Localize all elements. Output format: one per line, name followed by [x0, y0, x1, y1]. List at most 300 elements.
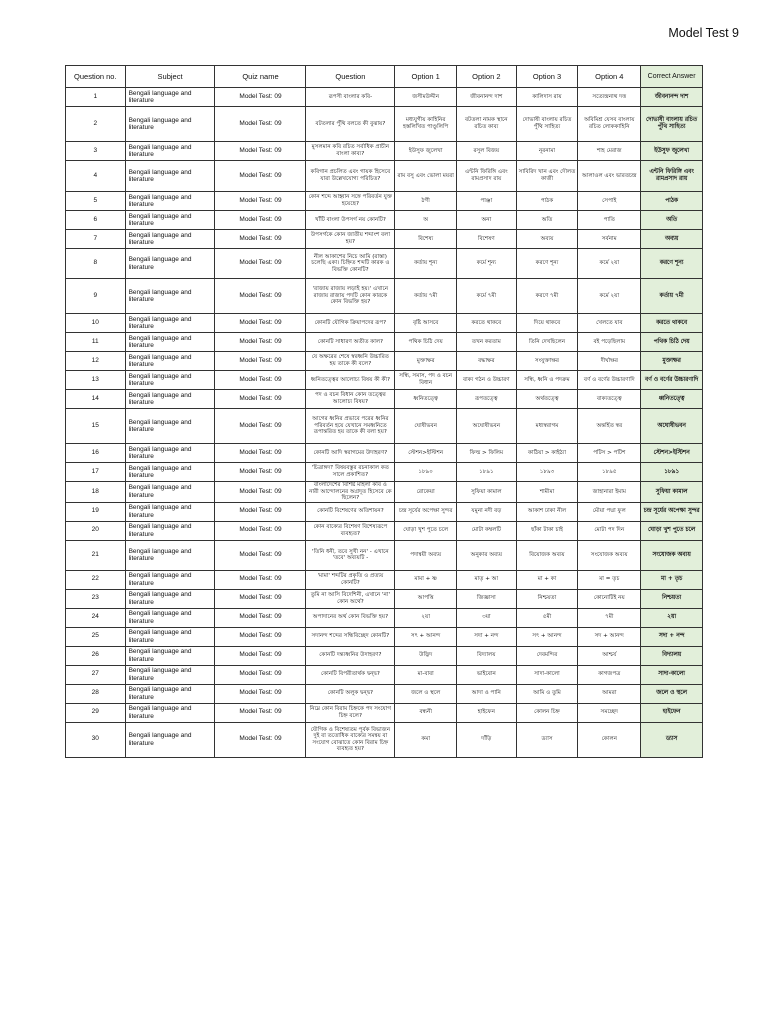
- cell-o3: সংযুক্তাক্ষর: [516, 352, 578, 371]
- cell-o2: মোটা কম্বলটি: [457, 521, 517, 540]
- table-row: [66, 409, 703, 444]
- cell-answer: ২য়া: [641, 608, 703, 627]
- table-row: [66, 482, 703, 503]
- cell-no: 25: [66, 627, 126, 646]
- cell-o2: অনুকার অব্যয়: [457, 540, 517, 570]
- cell-quiz: Model Test: 09: [215, 589, 306, 608]
- cell-o3: কোলন চিহ্ন: [516, 703, 578, 722]
- cell-quiz: Model Test: 09: [215, 161, 306, 192]
- cell-o2: বিদ্যালয়: [457, 646, 517, 665]
- cell-no: 11: [66, 333, 126, 352]
- cell-question: কোনটি সাধারণ অতীত কাল?: [306, 333, 395, 352]
- cell-no: 18: [66, 482, 126, 503]
- cell-no: 28: [66, 684, 126, 703]
- column-header: Subject: [125, 66, 215, 88]
- cell-question: কোন শব্দে আহ্বান সঙ্গে পরিবর্তন যুক্ত হয়েছে?: [306, 192, 395, 211]
- cell-question: উপসর্গকে কোন জাতীয় শব্দাংশ বলা হয়?: [306, 230, 395, 249]
- cell-subject: Bengali language and literature: [125, 570, 215, 589]
- cell-o1: মা-বাবা: [395, 665, 457, 684]
- cell-o1: বৃষ্টি আসবে: [395, 314, 457, 333]
- cell-subject: Bengali language and literature: [125, 444, 215, 463]
- cell-question: যে অক্ষরের শেষে স্বরধ্বনি উচ্চারিত হয় তাকে কী বলে?: [306, 352, 395, 371]
- cell-o1: উদ্ভিদ: [395, 646, 457, 665]
- cell-answer: দোভাষী বাংলায় রচিত পুঁথি সাহিত্য: [641, 107, 703, 142]
- table-row: [66, 352, 703, 371]
- column-header: Option 4: [578, 66, 641, 88]
- cell-o1: পদান্বয়ী অব্যয়: [395, 540, 457, 570]
- table-row: [66, 333, 703, 352]
- cell-o1: সৎ + আনন্দ: [395, 627, 457, 646]
- cell-quiz: Model Test: 09: [215, 211, 306, 230]
- cell-o1: মধ্যযুগীয় কাহিনির হস্তলিখিত পাণ্ডুলিপি: [395, 107, 457, 142]
- cell-subject: Bengali language and literature: [125, 665, 215, 684]
- cell-answer: হাইফেন: [641, 703, 703, 722]
- cell-o1: স্টেশন>ইস্টিশন: [395, 444, 457, 463]
- table-row: [66, 279, 703, 314]
- cell-o1: পথিক চিঠি দেয়: [395, 333, 457, 352]
- cell-question: কোনটি আদি স্বরাগমের উদাহরণ?: [306, 444, 395, 463]
- cell-answer: নিশ্চয়তা: [641, 589, 703, 608]
- cell-quiz: Model Test: 09: [215, 521, 306, 540]
- cell-o3: করণে শূন্য: [516, 249, 578, 279]
- table-row: [66, 211, 703, 230]
- cell-question: কোন বাক্যের বিশেষণ বিশেষ্যরূপে ব্যবহৃত?: [306, 521, 395, 540]
- cell-o3: অতি: [516, 211, 578, 230]
- cell-o1: বন্ধনী: [395, 703, 457, 722]
- cell-o1: মামা + ষ্ণ: [395, 570, 457, 589]
- cell-o3: সাদা-কালো: [516, 665, 578, 684]
- cell-o4: ১৮৯৫: [578, 463, 641, 482]
- cell-subject: Bengali language and literature: [125, 314, 215, 333]
- cell-subject: Bengali language and literature: [125, 409, 215, 444]
- cell-o3: বিয়োজক অব্যয়: [516, 540, 578, 570]
- cell-o4: মৌয়া পদ্মা ফুল: [578, 502, 641, 521]
- cell-answer: অঘোষীভবন: [641, 409, 703, 444]
- cell-o2: জিজ্ঞাসা: [457, 589, 517, 608]
- cell-quiz: Model Test: 09: [215, 646, 306, 665]
- cell-o2: ১৮৯১: [457, 463, 517, 482]
- cell-question: রূপসী বাংলার কবি-: [306, 88, 395, 107]
- cell-o2: রূপতত্ত্বে: [457, 390, 517, 409]
- cell-no: 29: [66, 703, 126, 722]
- table-row: [66, 444, 703, 463]
- cell-o1: ঠগী: [395, 192, 457, 211]
- cell-no: 17: [66, 463, 126, 482]
- table-row: [66, 521, 703, 540]
- cell-o4: আলাওল এবং ভারতচন্দ্র: [578, 161, 641, 192]
- cell-o2: করতে থাকবে: [457, 314, 517, 333]
- table-body: [66, 88, 703, 758]
- cell-subject: Bengali language and literature: [125, 192, 215, 211]
- cell-subject: Bengali language and literature: [125, 352, 215, 371]
- cell-question: যৌগিক ও বিশেষ্যতম পূর্বক বিভাজন দুই বা ততোধিক বাক্যের সমন্বয় বা সংযোগ বোঝাতে কোন বিরাম চিহ্ন ব্যবহৃত হয়?: [306, 722, 395, 757]
- column-header: Question no.: [66, 66, 126, 88]
- cell-o2: পাঞ্জা: [457, 192, 517, 211]
- table-row: [66, 502, 703, 521]
- cell-answer: ড্যাস: [641, 722, 703, 757]
- cell-o3: মা + কা: [516, 570, 578, 589]
- cell-quiz: Model Test: 09: [215, 665, 306, 684]
- table-row: [66, 371, 703, 390]
- cell-quiz: Model Test: 09: [215, 230, 306, 249]
- cell-question: কোনটি বিশেষণের অতিশায়ন?: [306, 502, 395, 521]
- cell-no: 23: [66, 589, 126, 608]
- cell-answer: চন্দ্র সূর্যের অপেক্ষা সুন্দর: [641, 502, 703, 521]
- cell-o1: বিশেষ্য: [395, 230, 457, 249]
- cell-o1: অ: [395, 211, 457, 230]
- cell-o1: ঘোষীভবন: [395, 409, 457, 444]
- cell-o4: কোলন: [578, 722, 641, 757]
- cell-subject: Bengali language and literature: [125, 627, 215, 646]
- cell-o4: বাক্যতত্ত্বে: [578, 390, 641, 409]
- table-row: [66, 684, 703, 703]
- table-row: [66, 646, 703, 665]
- table-row: [66, 161, 703, 192]
- cell-o1: মুক্তাক্ষর: [395, 352, 457, 371]
- cell-question: কোনটি যৌগিক ক্রিয়াপদের রূপ?: [306, 314, 395, 333]
- cell-answer: ১৮৯১: [641, 463, 703, 482]
- cell-o3: দেবমন্দির: [516, 646, 578, 665]
- cell-question: কবিগান প্রচলিত এবং গায়ক হিসেবে যারা উল্লেখযোগ্য পরিচিত?: [306, 161, 395, 192]
- cell-o4: খেলতে যাব: [578, 314, 641, 333]
- cell-quiz: Model Test: 09: [215, 444, 306, 463]
- cell-quiz: Model Test: 09: [215, 390, 306, 409]
- cell-o3: আমি ও তুমি: [516, 684, 578, 703]
- cell-no: 1: [66, 88, 126, 107]
- table-row: [66, 390, 703, 409]
- cell-o3: নূরনামা: [516, 142, 578, 161]
- cell-answer: জলে ও স্থলে: [641, 684, 703, 703]
- cell-o1: কমা: [395, 722, 457, 757]
- column-header: Option 2: [457, 66, 517, 88]
- cell-subject: Bengali language and literature: [125, 142, 215, 161]
- cell-subject: Bengali language and literature: [125, 482, 215, 503]
- cell-o4: জাহানারা ইমাম: [578, 482, 641, 503]
- cell-answer: পথিক চিঠি দেয়: [641, 333, 703, 352]
- cell-question: নীল আকাশের নিচে আমি (রাস্তা) চলেছি একা। চিহ্নিত শব্দটি কারক ও বিভক্তি কোনটি?: [306, 249, 395, 279]
- cell-o3: সৎ + আনন্দ: [516, 627, 578, 646]
- table-row: [66, 570, 703, 589]
- cell-o1: ১৮৯০: [395, 463, 457, 482]
- cell-question: 'রাজায় রাজায় লড়াই হয়।' এখানে রাজায় রাজায় পদটি কোন কারকে কোন বিভক্তি হয়?: [306, 279, 395, 314]
- cell-answer: সুফিয়া কামাল: [641, 482, 703, 503]
- cell-o4: পটিস > পটিশ: [578, 444, 641, 463]
- cell-subject: Bengali language and literature: [125, 722, 215, 757]
- cell-o2: দাঁড়ি: [457, 722, 517, 757]
- cell-answer: করতে থাকবে: [641, 314, 703, 333]
- cell-o2: ফিল্ম > ফিলিম: [457, 444, 517, 463]
- cell-answer: কর্তায় ৭মী: [641, 279, 703, 314]
- page-title: Model Test 9: [668, 26, 739, 40]
- cell-o2: বিশেষণ: [457, 230, 517, 249]
- cell-answer: বিদ্যালয়: [641, 646, 703, 665]
- cell-subject: Bengali language and literature: [125, 502, 215, 521]
- cell-o1: জসীমউদ্দীন: [395, 88, 457, 107]
- cell-question: অপাদানের অর্থ কোন বিভক্তি হয়?: [306, 608, 395, 627]
- cell-o3: করণে ৭মী: [516, 279, 578, 314]
- table-row: [66, 314, 703, 333]
- cell-o1: জলে ও স্থলে: [395, 684, 457, 703]
- cell-subject: Bengali language and literature: [125, 589, 215, 608]
- cell-o3: আকাশ ঢাকা নীল: [516, 502, 578, 521]
- cell-quiz: Model Test: 09: [215, 684, 306, 703]
- cell-quiz: Model Test: 09: [215, 722, 306, 757]
- table-row: [66, 627, 703, 646]
- cell-no: 8: [66, 249, 126, 279]
- table-row: [66, 88, 703, 107]
- cell-o2: যমুনা নদী বড়: [457, 502, 517, 521]
- cell-no: 7: [66, 230, 126, 249]
- cell-question: কোনটি বিপরীতার্থক দ্বন্দ্ব?: [306, 665, 395, 684]
- cell-o2: জীবনানন্দ দাশ: [457, 88, 517, 107]
- cell-quiz: Model Test: 09: [215, 570, 306, 589]
- cell-o1: ধ্বনিতত্ত্বে: [395, 390, 457, 409]
- cell-no: 16: [66, 444, 126, 463]
- cell-o1: সন্ধি, সমাস, পদ ও বচন বিধান: [395, 371, 457, 390]
- cell-question: 'তিনি ধনী, তবে সুখী নন' - এখানে 'তবে' অব্যয়টি -: [306, 540, 395, 570]
- cell-no: 4: [66, 161, 126, 192]
- cell-o2: সদা + নন্দ: [457, 627, 517, 646]
- cell-o2: বটতলা নামক স্থানে রচিত কাব্য: [457, 107, 517, 142]
- cell-o4: কোনোটিই নয়: [578, 589, 641, 608]
- cell-o1: আপত্তি: [395, 589, 457, 608]
- cell-no: 9: [66, 279, 126, 314]
- cell-subject: Bengali language and literature: [125, 646, 215, 665]
- cell-o4: অবিমিশ্র যেসব বাংলায় রচিত লোককাহিনি: [578, 107, 641, 142]
- cell-o4: মোটা পদ দিন: [578, 521, 641, 540]
- table-row: [66, 107, 703, 142]
- cell-o4: অন্তর্হিত স্বর: [578, 409, 641, 444]
- cell-o4: সমচ্ছেদ: [578, 703, 641, 722]
- cell-answer: বর্ণ ও বর্ণের উচ্চারণাদি: [641, 371, 703, 390]
- cell-o3: কালিদাস রায়: [516, 88, 578, 107]
- cell-o2: এন্টনি ফিরিঙ্গি এবং রামপ্রসাদ রায়: [457, 161, 517, 192]
- table-row: [66, 608, 703, 627]
- cell-answer: অব্যয়: [641, 230, 703, 249]
- cell-answer: সাদা-কালো: [641, 665, 703, 684]
- column-header: Question: [306, 66, 395, 88]
- cell-quiz: Model Test: 09: [215, 107, 306, 142]
- cell-o3: পাঠক: [516, 192, 578, 211]
- cell-question: বটতলার পুঁথি বলতে কী বুঝায়?: [306, 107, 395, 142]
- cell-o2: অঘোষীভবন: [457, 409, 517, 444]
- cell-answer: সংযোজক অব্যয়: [641, 540, 703, 570]
- cell-question: নিম্নে কোন বিরাম চিহ্নকে পদ সংযোগ চিহ্ন বলে?: [306, 703, 395, 722]
- cell-question: 'মামা' শব্দটির প্রকৃতি ও প্রত্যয় কোনটি?: [306, 570, 395, 589]
- cell-o3: অব্যয়: [516, 230, 578, 249]
- cell-o4: শাহ মেরাজ: [578, 142, 641, 161]
- cell-o3: নিশ্চয়তা: [516, 589, 578, 608]
- cell-o4: সর্বনাম: [578, 230, 641, 249]
- cell-o1: কর্তায় শূন্য: [395, 249, 457, 279]
- cell-question: খাঁটি বাংলা উপসর্গ নয় কোনটি?: [306, 211, 395, 230]
- cell-quiz: Model Test: 09: [215, 279, 306, 314]
- cell-answer: জীবনানন্দ দাশ: [641, 88, 703, 107]
- cell-o2: বাক্য গঠন ও উচ্চারণ: [457, 371, 517, 390]
- cell-o1: ২য়া: [395, 608, 457, 627]
- cell-question: কোনটি অলুক দ্বন্দ্ব?: [306, 684, 395, 703]
- cell-o4: দীর্ঘাক্ষর: [578, 352, 641, 371]
- cell-o4: সেপাই: [578, 192, 641, 211]
- cell-o1: ঘোড়া খুশ পুতে চলে: [395, 521, 457, 540]
- cell-o3: ছাঁকা টাকা চাই: [516, 521, 578, 540]
- cell-subject: Bengali language and literature: [125, 88, 215, 107]
- cell-o4: বর্ণ ও বর্ণের উচ্চারণাদি: [578, 371, 641, 390]
- cell-o4: পাতি: [578, 211, 641, 230]
- cell-o1: ইউসুফ জুলেখা: [395, 142, 457, 161]
- table-row: [66, 703, 703, 722]
- cell-subject: Bengali language and literature: [125, 279, 215, 314]
- cell-o3: শামীমা: [516, 482, 578, 503]
- cell-o1: কর্তায় ৭মী: [395, 279, 457, 314]
- cell-quiz: Model Test: 09: [215, 502, 306, 521]
- cell-o2: কর্মে শূন্য: [457, 249, 517, 279]
- column-header: Option 3: [516, 66, 578, 88]
- cell-o3: দিয়ে থাকবে: [516, 314, 578, 333]
- cell-o4: কর্মে ২য়া: [578, 279, 641, 314]
- column-header: Option 1: [395, 66, 457, 88]
- table-row: [66, 665, 703, 684]
- table-row: [66, 589, 703, 608]
- cell-o2: সুফিয়া কামাল: [457, 482, 517, 503]
- table-row: [66, 722, 703, 757]
- cell-o4: কর্মে ২য়া: [578, 249, 641, 279]
- cell-o3: কাঠিয়া > কাইঠ্যা: [516, 444, 578, 463]
- cell-quiz: Model Test: 09: [215, 371, 306, 390]
- cell-no: 14: [66, 390, 126, 409]
- cell-no: 2: [66, 107, 126, 142]
- cell-subject: Bengali language and literature: [125, 703, 215, 722]
- cell-o3: দোভাষী বাংলায় রচিত পুঁথি সাহিত্য: [516, 107, 578, 142]
- cell-no: 26: [66, 646, 126, 665]
- cell-subject: Bengali language and literature: [125, 608, 215, 627]
- cell-quiz: Model Test: 09: [215, 482, 306, 503]
- cell-o4: মা = তৃচ: [578, 570, 641, 589]
- cell-answer: এন্টনি ফিরিঙ্গি এবং রামপ্রসাদ রায়: [641, 161, 703, 192]
- cell-question: ধ্বনিতত্ত্বের আলোচ্য বিষয় কী কী?: [306, 371, 395, 390]
- cell-no: 12: [66, 352, 126, 371]
- cell-subject: Bengali language and literature: [125, 684, 215, 703]
- cell-o3: তিনি দেখছিলেন: [516, 333, 578, 352]
- cell-no: 3: [66, 142, 126, 161]
- cell-o2: হাইফেন: [457, 703, 517, 722]
- cell-question: আগের ধ্বনির প্রভাবে পরের ধ্বনির পরিবর্তন হয়ে যেখানে সমধ্বনিতে রূপান্তরিত হয় তাকে কী বলা হয়?: [306, 409, 395, 444]
- cell-subject: Bengali language and literature: [125, 540, 215, 570]
- cell-quiz: Model Test: 09: [215, 409, 306, 444]
- cell-question: মুসলমান কবি রচিত সর্বাধিক প্রাচীন বাংলা কাব্য?: [306, 142, 395, 161]
- cell-no: 22: [66, 570, 126, 589]
- cell-quiz: Model Test: 09: [215, 540, 306, 570]
- cell-answer: পাঠক: [641, 192, 703, 211]
- cell-no: 27: [66, 665, 126, 684]
- cell-o4: কাগজপত্র: [578, 665, 641, 684]
- cell-no: 30: [66, 722, 126, 757]
- cell-o2: তখন করতাম: [457, 333, 517, 352]
- cell-o4: সত্যেন্দ্রনাথ দত্ত: [578, 88, 641, 107]
- cell-answer: স্টেশন>ইস্টিশন: [641, 444, 703, 463]
- cell-quiz: Model Test: 09: [215, 463, 306, 482]
- cell-o2: ভাইবোন: [457, 665, 517, 684]
- cell-o4: বই পড়েছিলাম: [578, 333, 641, 352]
- cell-o4: সংযোজক অব্যয়: [578, 540, 641, 570]
- cell-answer: মুক্তাক্ষর: [641, 352, 703, 371]
- cell-no: 24: [66, 608, 126, 627]
- quiz-table: [65, 65, 703, 758]
- cell-no: 20: [66, 521, 126, 540]
- table-row: [66, 192, 703, 211]
- table-row: [66, 540, 703, 570]
- cell-o3: সন্ধি, ধ্বনি ও পদক্রম: [516, 371, 578, 390]
- cell-answer: ধ্বনিতত্ত্বে: [641, 390, 703, 409]
- cell-question: সদানন্দ শব্দের সন্ধিবিচ্ছেদ কোনটি?: [306, 627, 395, 646]
- cell-no: 10: [66, 314, 126, 333]
- cell-no: 15: [66, 409, 126, 444]
- cell-o3: ড্যাস: [516, 722, 578, 757]
- cell-no: 5: [66, 192, 126, 211]
- table-row: [66, 230, 703, 249]
- cell-question: পদ ও বচন বিধান কোন তত্ত্বের আলোচ্য বিষয়?: [306, 390, 395, 409]
- cell-o1: চন্দ্র সূর্যের অপেক্ষা সুন্দর: [395, 502, 457, 521]
- cell-o3: মধ্যস্বরাগম: [516, 409, 578, 444]
- table-row: [66, 463, 703, 482]
- cell-question: তুমি না আসি বিদেশিনী, এখানে 'না' কোন অর্থে?: [306, 589, 395, 608]
- cell-subject: Bengali language and literature: [125, 463, 215, 482]
- table-row: [66, 142, 703, 161]
- cell-answer: ঘোড়া খুশ পুতে চলে: [641, 521, 703, 540]
- cell-question: বাংলাদেশের বিশিষ্ট মহিলা কবি ও নারী আন্দোলনের অগ্রদূত হিসেবে কে ছিলেন?: [306, 482, 395, 503]
- cell-o2: মাতৃ + আ: [457, 570, 517, 589]
- cell-subject: Bengali language and literature: [125, 333, 215, 352]
- cell-o2: বদ্ধাক্ষর: [457, 352, 517, 371]
- cell-answer: অতি: [641, 211, 703, 230]
- cell-o4: সদ + আনন্দ: [578, 627, 641, 646]
- cell-quiz: Model Test: 09: [215, 333, 306, 352]
- cell-subject: Bengali language and literature: [125, 249, 215, 279]
- cell-no: 6: [66, 211, 126, 230]
- cell-answer: করণে শূন্য: [641, 249, 703, 279]
- cell-o2: কর্মে ৭মী: [457, 279, 517, 314]
- cell-quiz: Model Test: 09: [215, 352, 306, 371]
- cell-o2: ৩য়া: [457, 608, 517, 627]
- cell-o2: অনা: [457, 211, 517, 230]
- cell-subject: Bengali language and literature: [125, 521, 215, 540]
- cell-quiz: Model Test: 09: [215, 249, 306, 279]
- cell-o1: রাম বসু এবং ভোলা ময়রা: [395, 161, 457, 192]
- cell-subject: Bengali language and literature: [125, 230, 215, 249]
- column-header: Correct Answer: [641, 66, 703, 88]
- cell-answer: ইউসুফ জুলেখা: [641, 142, 703, 161]
- cell-subject: Bengali language and literature: [125, 161, 215, 192]
- cell-no: 19: [66, 502, 126, 521]
- cell-o2: আদা ও পানি: [457, 684, 517, 703]
- cell-o3: ১৮৯৩: [516, 463, 578, 482]
- cell-quiz: Model Test: 09: [215, 627, 306, 646]
- cell-answer: সদা + নন্দ: [641, 627, 703, 646]
- cell-subject: Bengali language and literature: [125, 211, 215, 230]
- cell-quiz: Model Test: 09: [215, 88, 306, 107]
- cell-o3: সাবিরিদ খান এবং দৌলত কাজী: [516, 161, 578, 192]
- cell-subject: Bengali language and literature: [125, 371, 215, 390]
- table-row: [66, 249, 703, 279]
- cell-question: কোনটি দন্ত্যধ্বনির উদাহরণ?: [306, 646, 395, 665]
- cell-o4: ৭মী: [578, 608, 641, 627]
- cell-o4: আশ্চর্য: [578, 646, 641, 665]
- cell-no: 13: [66, 371, 126, 390]
- column-header: Quiz name: [215, 66, 306, 88]
- cell-o3: ৫মী: [516, 608, 578, 627]
- cell-o4: আমরা: [578, 684, 641, 703]
- cell-o1: রোকেয়া: [395, 482, 457, 503]
